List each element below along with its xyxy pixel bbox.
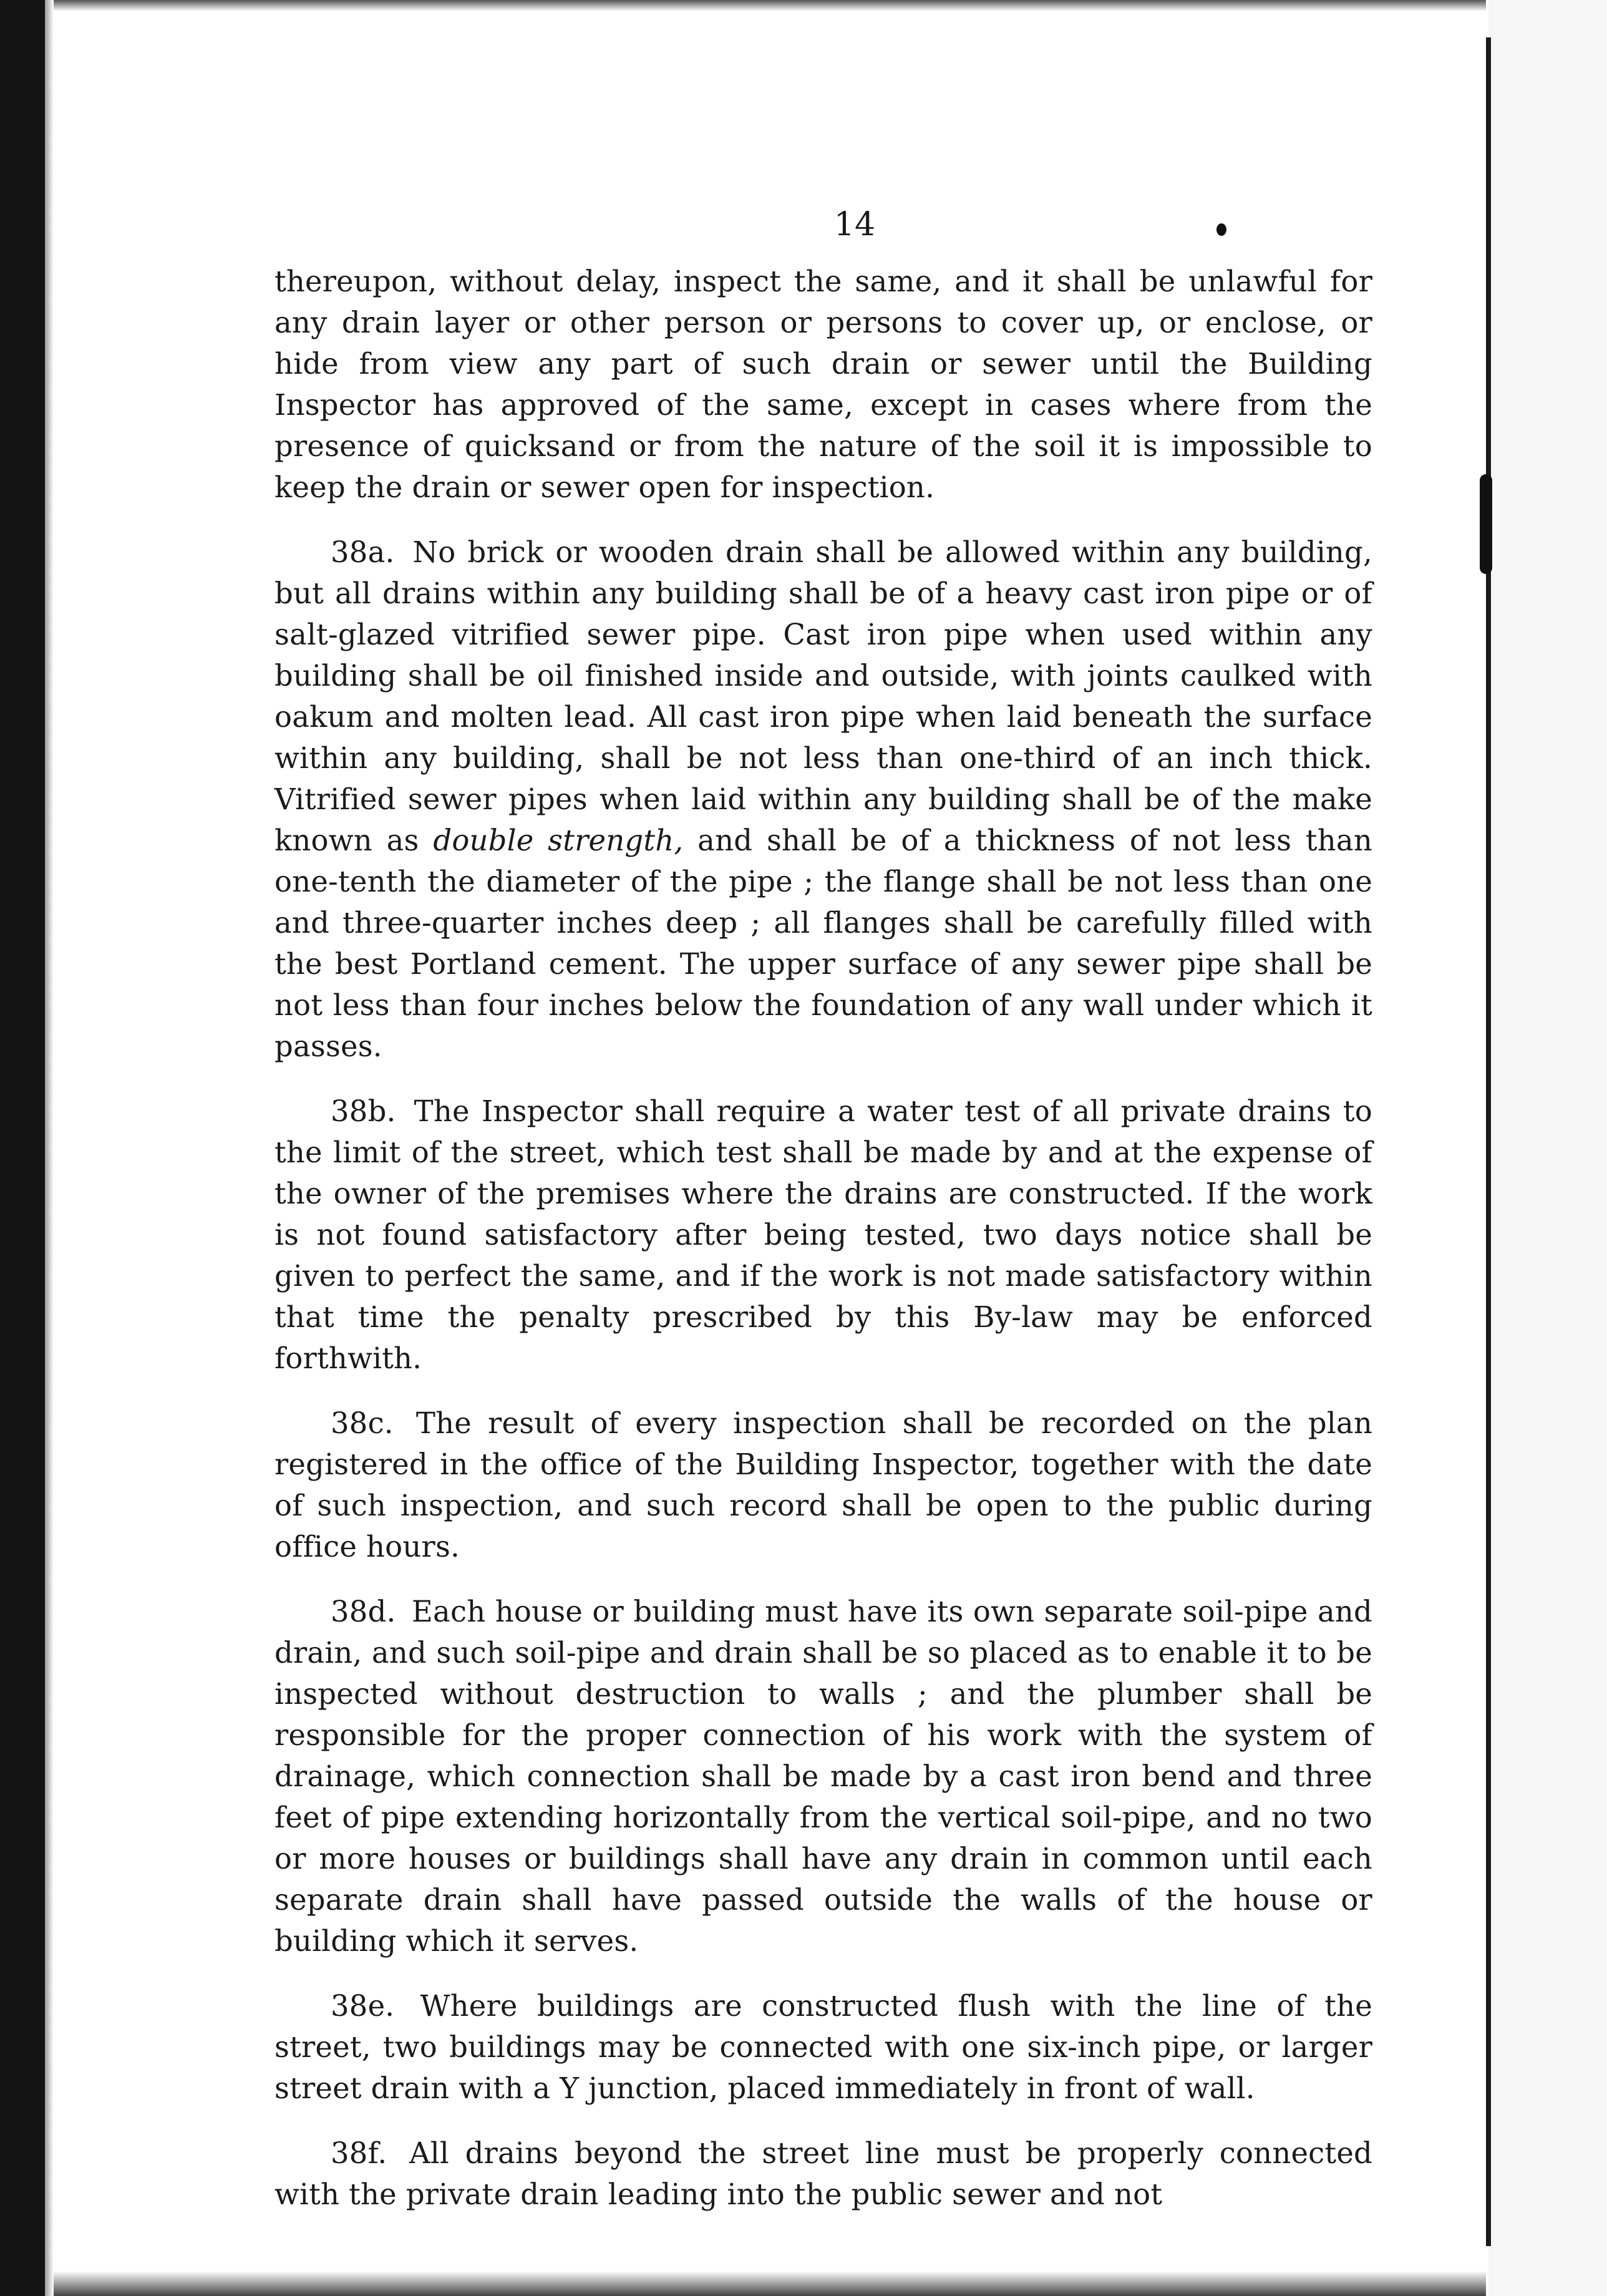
page-number: 14: [833, 206, 876, 243]
paragraph-continuation: [274, 261, 1372, 508]
paragraph-38c: [274, 1403, 1372, 1567]
section-number: 38c.: [331, 1406, 394, 1440]
paragraph-38f: [274, 2133, 1372, 2215]
section-number: 38d.: [331, 1595, 396, 1628]
paragraph-text: Where buildings are constructed flush with the line of the street, two buildings may be connected with one six-inch pipe, or larger street drain with a Y junction, placed immediately in front of wall.: [274, 1989, 1372, 2105]
section-number: 38f.: [331, 2136, 387, 2170]
paragraph-38d: [274, 1591, 1372, 1962]
section-number: 38b.: [331, 1094, 396, 1128]
scan-right-edge: [1486, 37, 1491, 2246]
emphasized-term: double strength,: [433, 824, 684, 857]
scan-top-edge: [54, 0, 1486, 11]
paragraph-text: and shall be of a thickness of not less than one-tenth the diameter of the pipe ; the flange shall be not less than one and three-quarter inches deep ; all flanges shall be carefully filled with the best Portland cement. The upper surface of any sewer pipe shall be not less than four inches below the foundation of any wall under which it passes.: [274, 824, 1372, 1063]
section-number: 38e.: [331, 1989, 395, 2023]
paragraph-text: The Inspector shall require a water test of all private drains to the limit of the street, which test shall be made by and at the expense of the owner of the premises where the drains are constructed. If the work is not found satisfactory after being tested, two days notice shall be given to perfect the same, and if the work is not made satisfactory within that time the penalty prescribed by this By-law may be enforced forthwith.: [274, 1094, 1373, 1375]
paragraph-text: The result of every inspection shall be recorded on the plan registered in the office of the Building Inspector, together with the date of such inspection, and such record shall be open to the public during office hours.: [274, 1406, 1373, 1564]
paragraph-text: No brick or wooden drain shall be allowed within any building, but all drains within any building shall be of a heavy cast iron pipe or of salt-glazed vitrified sewer pipe. Cast iron pipe when used within any building shall be oil finished inside and outside, with joints caulked with oakum and molten lead. All cast iron pipe when laid beneath the surface within any building, shall be not less than one-third of an inch thick. Vitrified sewer pipes when laid within any building shall be of the make known as: [274, 535, 1372, 857]
scan-left-edge: [0, 0, 45, 2296]
document-page: [274, 206, 1372, 2239]
paragraph-38b: [274, 1091, 1372, 1379]
paragraph-text: thereupon, without delay, inspect the same, and it shall be unlawful for any drain layer or other person or persons to cover up, or enclose, or hide from view any part of such drain or sewer until the Building Inspector has approved of the same, except in cases where from the presence of quicksand or from the nature of the soil it is impossible to keep the drain or sewer open for inspection.: [274, 265, 1372, 504]
paragraph-text: All drains beyond the street line must be properly connected with the private drain leading into the public sewer and not: [274, 2136, 1372, 2211]
paragraph-text: Each house or building must have its own separate soil-pipe and drain, and such soil-pipe and drain shall be so placed as to enable it to be inspected without destruction to walls ; and the plumber shall be responsible for the proper connection of his work with the system of drainage, which connection shall be made by a cast iron bend and three feet of pipe extending horizontally from the vertical soil-pipe, and no two or more houses or buildings shall have any drain in common until each separate drain shall have passed outside the walls of the house or building which it serves.: [274, 1595, 1373, 1958]
scan-right-tab: [1480, 474, 1492, 574]
section-number: 38a.: [331, 535, 395, 569]
scan-bottom-edge: [54, 2271, 1486, 2296]
paragraph-38e: [274, 1985, 1372, 2109]
scan-left-shadow: [45, 0, 54, 2296]
facing-page-margin: [1488, 0, 1607, 2296]
paragraph-38a: [274, 532, 1372, 1067]
